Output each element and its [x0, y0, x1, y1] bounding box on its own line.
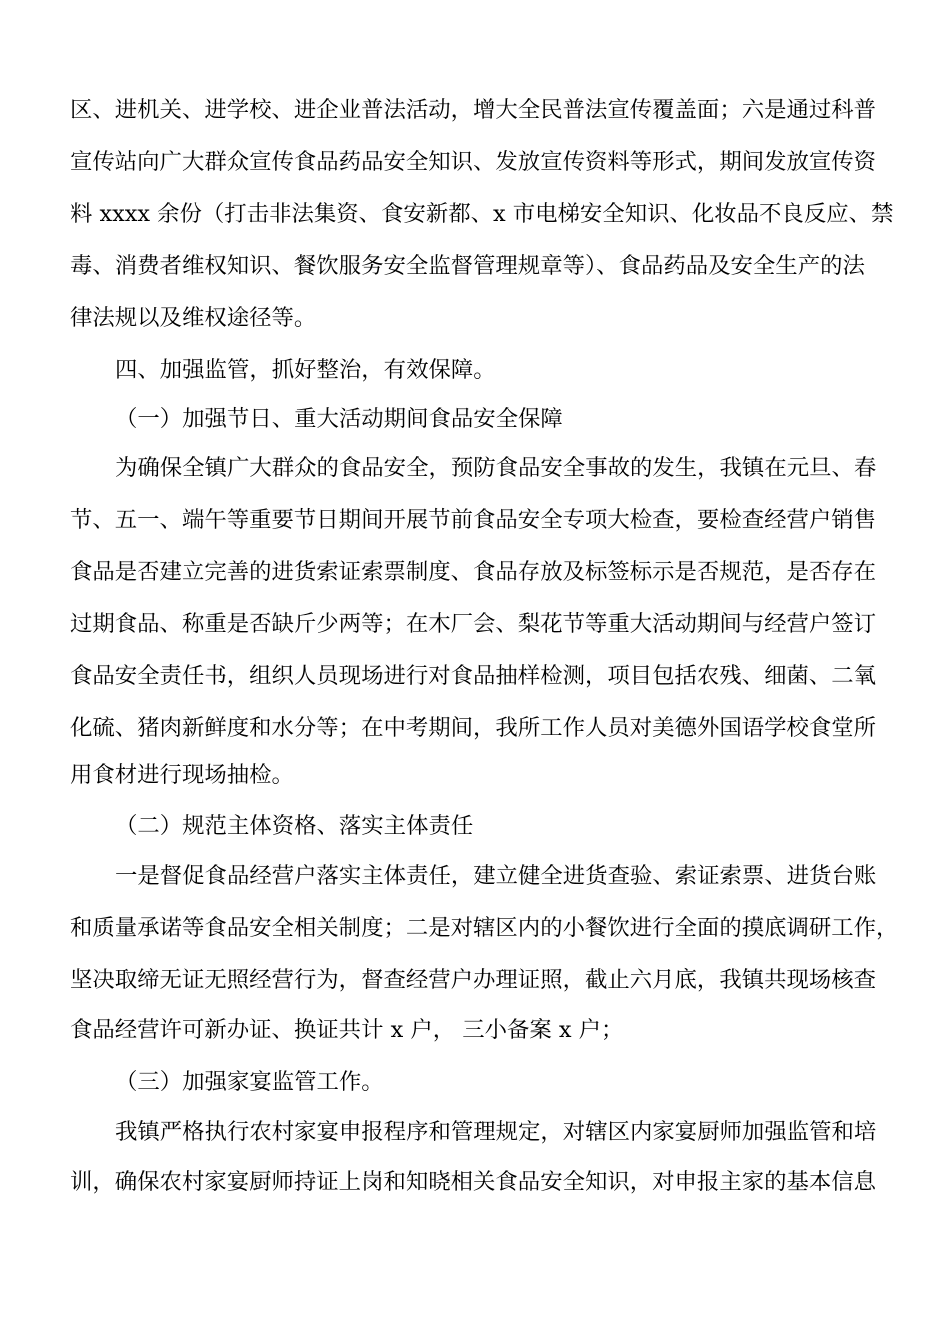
line-text: 食品是否建立完善的进货索证索票制度、食品存放及标签标示是否规范，是否存在: [70, 559, 877, 585]
line-text: 食品安全责任书，组织人员现场进行对食品抽样检测，项目包括农残、细菌、二氧: [70, 663, 877, 689]
line-text: 四、加强监管，抓好整治，有效保障。: [115, 357, 496, 383]
paragraph-line: [0, 1004, 950, 1056]
paragraph-line: [0, 954, 950, 1006]
line-text: 一是督促食品经营户落实主体责任，建立健全进货查验、索证索票、进货台账: [115, 863, 877, 889]
paragraph-line: [0, 1156, 950, 1208]
paragraph-line: [0, 650, 950, 702]
line-text: 过期食品、称重是否缺斤少两等；在木厂会、梨花节等重大活动期间与经营户签订: [70, 611, 877, 637]
paragraph-line: [0, 598, 950, 650]
line-text: 律法规以及维权途径等。: [70, 305, 317, 331]
paragraph-line: [0, 136, 950, 188]
paragraph-line: [0, 84, 950, 136]
paragraph-line: [0, 749, 950, 801]
line-text: （一）加强节日、重大活动期间食品安全保障: [115, 406, 563, 432]
line-text: 和质量承诺等食品安全相关制度；二是对辖区内的小餐饮进行全面的摸底调研工作，: [70, 915, 899, 941]
line-text: （三）加强家宴监管工作。: [115, 1069, 384, 1095]
line-text: 食品经营许可新办证、换证共计 x 户， 三小备案 x 户；: [70, 1017, 624, 1043]
line-text: 化硫、猪肉新鲜度和水分等；在中考期间，我所工作人员对美德外国语学校食堂所: [70, 715, 877, 741]
paragraph-line: [0, 546, 950, 598]
line-text: 区、进机关、进学校、进企业普法活动，增大全民普法宣传覆盖面；六是通过科普: [70, 97, 877, 123]
paragraph-line: [0, 702, 950, 754]
paragraph-line: [0, 188, 950, 240]
line-text: 训，确保农村家宴厨师持证上岗和知晓相关食品安全知识，对申报主家的基本信息: [70, 1169, 877, 1195]
line-text: 坚决取缔无证无照经营行为，督查经营户办理证照，截止六月底，我镇共现场核查: [70, 967, 877, 993]
line-text: 我镇严格执行农村家宴申报程序和管理规定，对辖区内家宴厨师加强监管和培: [115, 1119, 877, 1145]
paragraph-line: [0, 494, 950, 546]
paragraph-line: [0, 240, 950, 292]
paragraph-line: [0, 292, 950, 344]
line-text: 宣传站向广大群众宣传食品药品安全知识、发放宣传资料等形式，期间发放宣传资: [70, 149, 877, 175]
subsection-heading: [0, 393, 950, 445]
subsection-heading: [0, 1056, 950, 1108]
line-text: 料 xxxx 余份（打击非法集资、食安新都、x 市电梯安全知识、化妆品不良反应、禁: [70, 201, 894, 227]
section-heading: [0, 344, 950, 396]
line-text: 毒、消费者维权知识、餐饮服务安全监督管理规章等）、食品药品及安全生产的法: [70, 253, 865, 279]
line-text: 为确保全镇广大群众的食品安全，预防食品安全事故的发生，我镇在元旦、春: [115, 455, 877, 481]
paragraph-line: [0, 902, 950, 954]
subsection-heading: [0, 800, 950, 852]
paragraph-line: [0, 1106, 950, 1158]
paragraph-line: [0, 850, 950, 902]
line-text: 节、五一、端午等重要节日期间开展节前食品安全专项大检查，要检查经营户销售: [70, 507, 877, 533]
line-text: 用食材进行现场抽检。: [70, 762, 294, 788]
paragraph-line: [0, 442, 950, 494]
line-text: （二）规范主体资格、落实主体责任: [115, 813, 474, 839]
